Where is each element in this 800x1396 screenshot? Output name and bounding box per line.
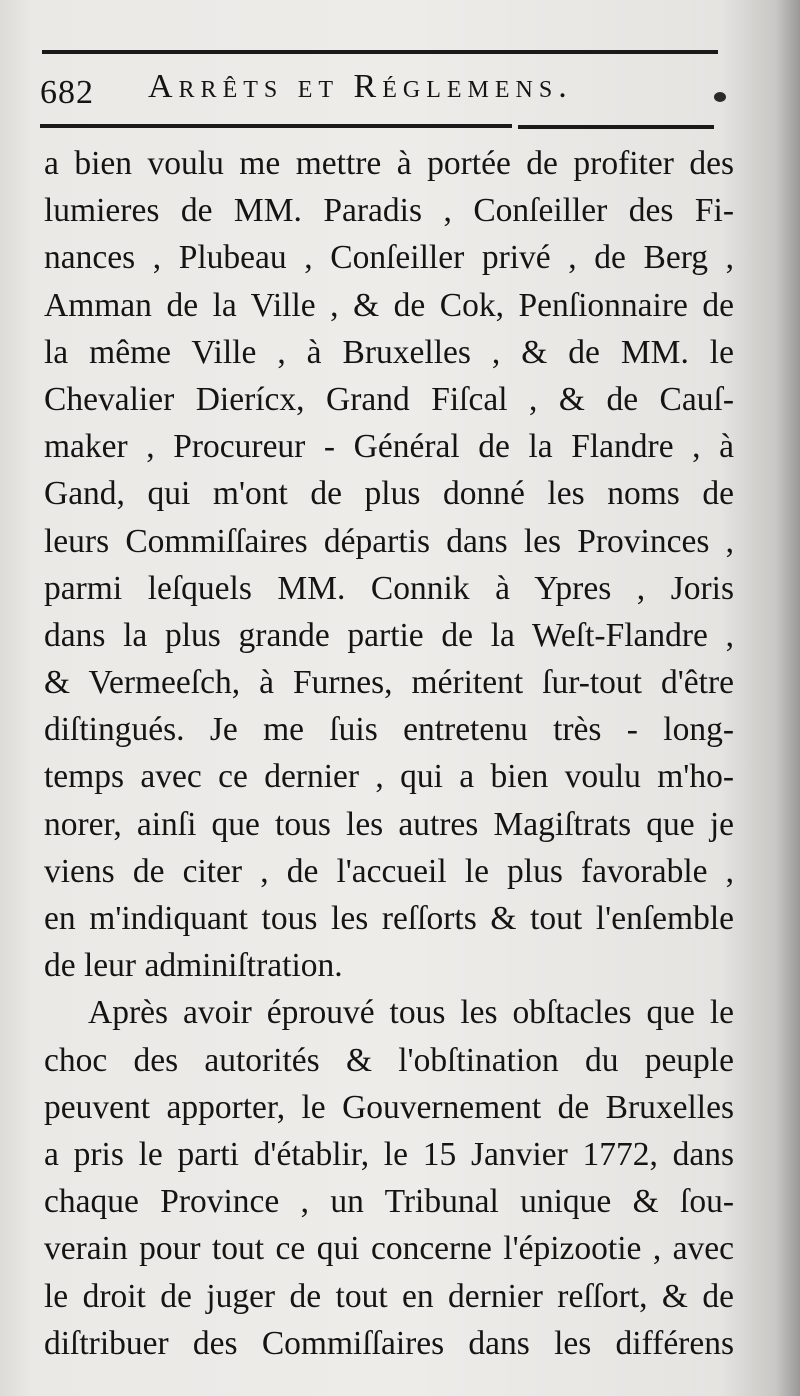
ink-speck	[714, 92, 726, 102]
text-line: maker , Procureur - Général de la Flandre , à	[44, 428, 734, 466]
text-line: viens de citer , de l'accueil le plus favorable ,	[44, 852, 734, 890]
text-line: choc des autorités & l'obſtination du peuple	[44, 1041, 734, 1079]
text-line: en m'indiquant tous les reſſorts & tout l'enſemble	[44, 900, 734, 937]
text-line: parmi leſquels MM. Connik à Ypres , Joris	[44, 569, 734, 607]
text-line: leurs Commiſſaires départis dans les Provinces ,	[44, 522, 734, 560]
text-line: Chevalier Dierícx, Grand Fiſcal , & de Cauſ-	[44, 380, 734, 418]
text-line: Gand, qui m'ont de plus donné les noms de	[44, 475, 734, 513]
text-line: norer, ainſi que tous les autres Magiſtrats que je	[44, 805, 734, 843]
paragraph-2	[44, 989, 734, 1367]
page-number: 682	[40, 74, 94, 111]
text-line: la même Ville , à Bruxelles , & de MM. le	[44, 333, 734, 371]
text-line: chaque Province , un Tribunal unique & ſou-	[44, 1183, 734, 1221]
header-bottom-rule-right	[518, 125, 714, 129]
text-line: temps avec ce dernier , qui a bien voulu m'ho-	[44, 758, 734, 796]
running-title: Arrêts et Réglemens.	[148, 68, 573, 105]
text-line: verain pour tout ce qui concerne l'épizootie , avec	[44, 1230, 734, 1268]
text-line: a bien voulu me mettre à portée de profiter des	[44, 145, 734, 182]
paragraph-1	[44, 140, 734, 989]
text-line: Après avoir éprouvé tous les obſtacles que le	[88, 994, 734, 1032]
text-line: a pris le parti d'établir, le 15 Janvier 1772, dans	[44, 1135, 734, 1173]
header-bottom-rule-left	[40, 124, 512, 128]
running-header	[40, 64, 720, 116]
text-line: nances , Plubeau , Conſeiller privé , de Berg ,	[44, 239, 734, 277]
text-line: diſtingués. Je me ſuis entretenu très - long-	[44, 711, 734, 749]
text-line: dans la plus grande partie de la Weſt-Flandre ,	[44, 616, 734, 654]
text-line: diſtribuer des Commiſſaires dans les différens	[44, 1324, 734, 1362]
text-line: Amman de la Ville , & de Cok, Penſionnaire de	[44, 286, 734, 324]
text-line: le droit de juger de tout en dernier reſſort, & de	[44, 1277, 734, 1315]
text-line: lumieres de MM. Paradis , Conſeiller des Fi-	[44, 192, 734, 230]
body-text	[44, 140, 734, 1367]
header-top-rule	[42, 50, 718, 54]
text-line: de leur adminiſtration.	[44, 947, 343, 985]
text-line: peuvent apporter, le Gouvernement de Bruxelles	[44, 1088, 734, 1126]
text-line: & Vermeeſch, à Furnes, méritent ſur-tout d'être	[44, 664, 734, 702]
